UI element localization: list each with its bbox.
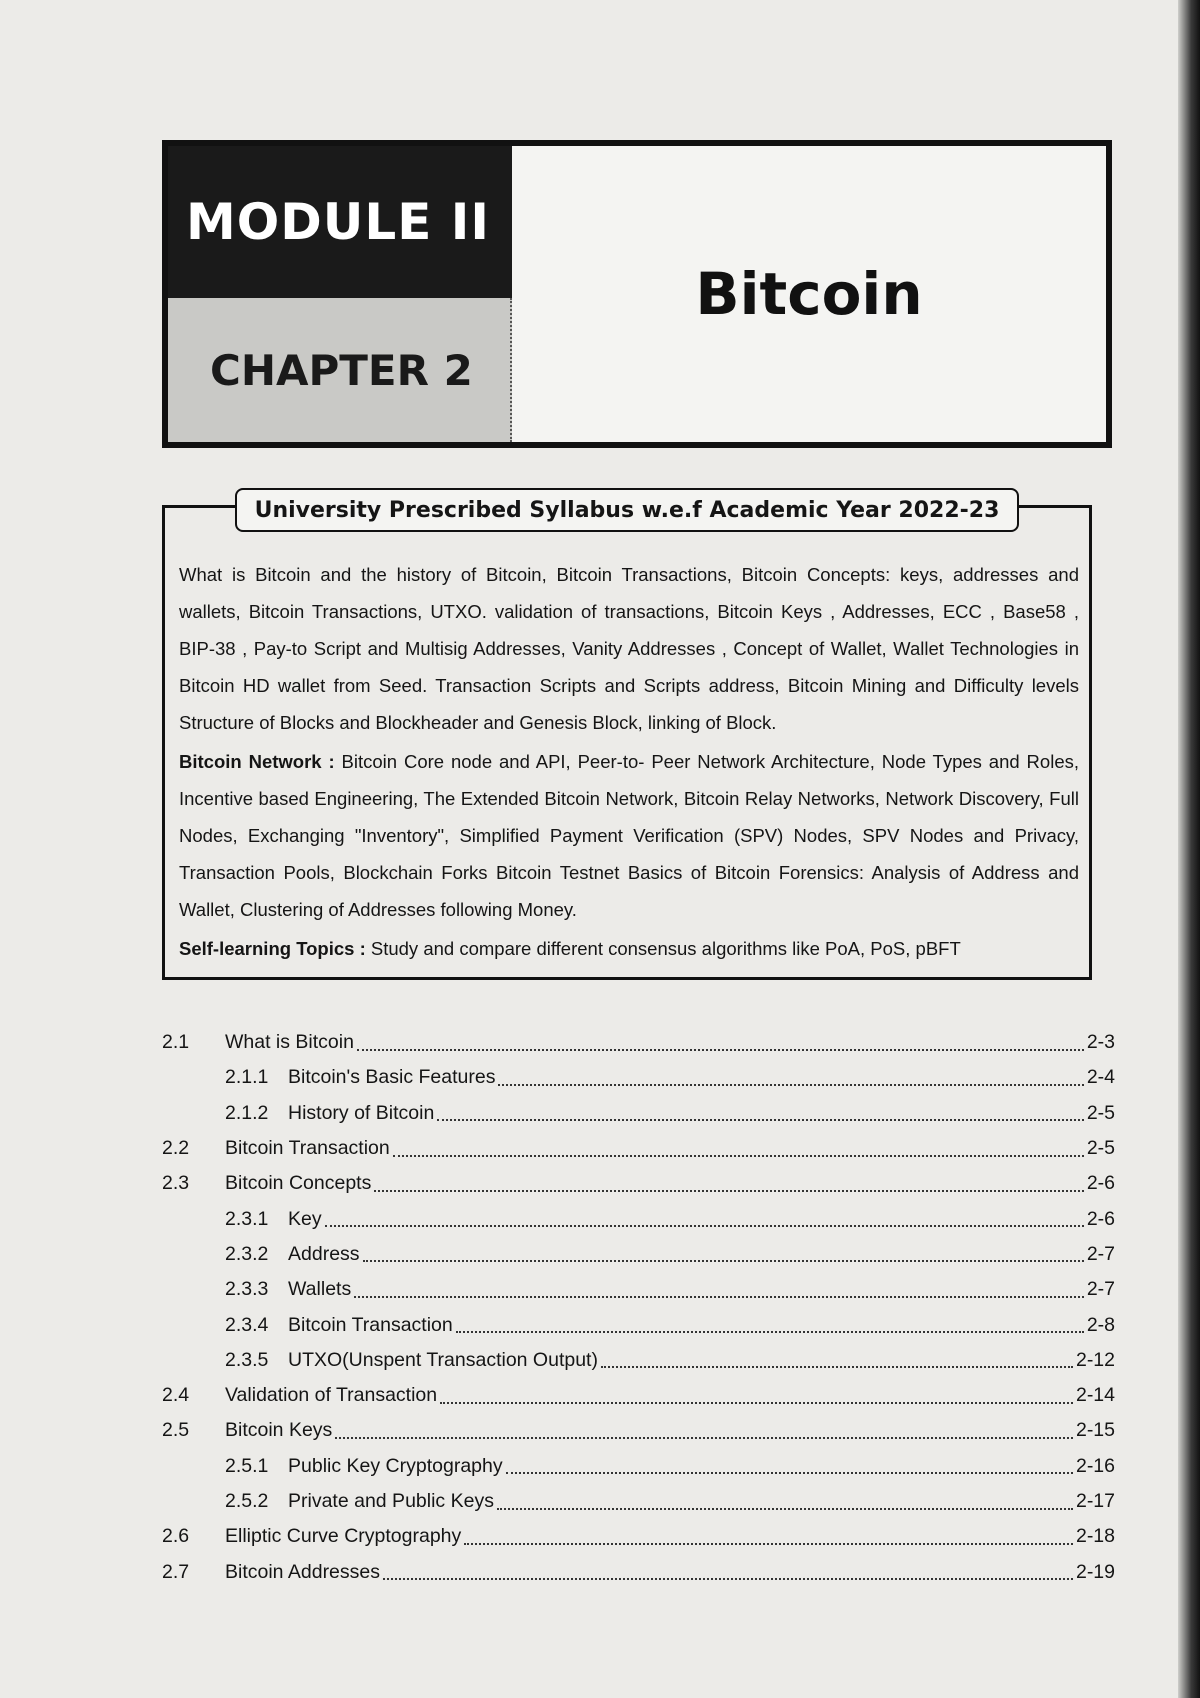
toc-title: Wallets [288,1278,352,1301]
toc-leader [440,1388,1073,1404]
toc-number: 2.1.1 [225,1066,269,1089]
toc-entry[interactable] [162,1413,1115,1448]
syllabus-box [162,497,1092,980]
toc-page: 2-19 [1075,1560,1115,1583]
toc-entry[interactable] [162,1201,1115,1236]
toc-number: 2.3.5 [225,1348,269,1371]
toc-page: 2-3 [1086,1031,1115,1054]
chapter-header [162,140,1112,448]
toc-entry[interactable] [162,1484,1115,1519]
toc-title: Public Key Cryptography [288,1454,503,1477]
toc-page: 2-14 [1075,1384,1115,1407]
toc-leader [325,1211,1084,1227]
toc-page: 2-5 [1086,1101,1115,1124]
toc-page: 2-6 [1086,1172,1115,1195]
toc-page: 2-4 [1086,1066,1115,1089]
toc-title: Bitcoin Addresses [225,1560,381,1583]
toc-number: 2.5.1 [225,1454,269,1477]
toc-page: 2-6 [1086,1207,1115,1230]
toc-title: Bitcoin's Basic Features [288,1066,496,1089]
syllabus-paragraph [179,743,1079,928]
toc-title: Address [288,1242,360,1265]
toc-leader [363,1246,1084,1262]
toc-number: 2.3.2 [225,1242,269,1265]
toc-page: 2-18 [1075,1525,1115,1548]
toc-number: 2.5.2 [225,1490,269,1512]
toc-title: Elliptic Curve Cryptography [225,1525,462,1548]
chapter-title: Bitcoin [695,260,923,328]
toc-number: 2.3.4 [225,1313,269,1336]
toc-entry[interactable] [162,1554,1115,1589]
toc-entry[interactable] [162,1343,1115,1378]
toc-leader [601,1352,1073,1368]
toc-leader [357,1035,1084,1051]
toc-page: 2-12 [1075,1348,1115,1371]
toc-leader [354,1282,1084,1298]
toc-number: 2.3 [162,1172,190,1195]
toc-entry[interactable] [162,1449,1115,1484]
toc-entry[interactable] [162,1519,1115,1554]
syllabus-paragraph [179,930,1079,967]
toc-number: 2.3.1 [225,1207,269,1230]
syllabus-paragraph: What is Bitcoin and the history of Bitcoin, Bitcoin Transactions, Bitcoin Concepts: keys, addresses and wallets, Bitcoin Transactions, UTXO. validation of transactions, Bitcoin Keys , Addresses, ECC , Base58 , BIP-38 , Pay-to Script and Multisig Addresses, Vanity Addresses , Concept of Wallet, Wallet Technologies in Bitcoin HD wallet from Seed. Transaction Scripts and Scripts address, Bitcoin Mining and Difficulty levels Structure of Blocks and Blockheader and Genesis Block, linking of Block. [179,564,1079,733]
toc-leader [437,1105,1084,1121]
toc-leader [393,1141,1084,1157]
toc-title: What is Bitcoin [225,1031,354,1054]
toc-number: 2.2 [162,1137,190,1160]
toc-entry[interactable] [162,1060,1115,1095]
toc-title: UTXO(Unspent Transaction Output) [288,1348,598,1371]
toc-page: 2-15 [1075,1419,1115,1442]
toc-number: 2.6 [162,1525,190,1548]
syllabus-text: Study and compare different consensus algorithms like PoA, PoS, pBFT [365,938,961,959]
toc-entry[interactable] [162,1166,1115,1201]
toc-leader [374,1176,1083,1192]
toc-page: 2-7 [1086,1278,1115,1301]
toc-entry[interactable] [162,1378,1115,1413]
table-of-contents [162,1025,1115,1590]
toc-leader [497,1494,1073,1510]
toc-entry[interactable] [162,1131,1115,1166]
syllabus-heading: University Prescribed Syllabus w.e.f Academic Year 2022-23 [235,488,1019,532]
chapter-label: CHAPTER 2 [168,298,512,442]
toc-title: Bitcoin Transaction [225,1137,390,1160]
toc-leader [383,1564,1073,1580]
toc-title: Bitcoin Keys [225,1419,333,1442]
syllabus-text: Bitcoin Core node and API, Peer-to- Peer Network Architecture, Node Types and Roles, Incentive based Engineering, The Extended Bitcoin Network, Bitcoin Relay Networks, Network Discovery, Full Nodes, Exchanging "Inventory", Simplified Payment Verification (SPV) Nodes, SPV Nodes and Privacy, Transaction Pools, Blockchain Forks Bitcoin Testnet Basics of Bitcoin Forensics: Analysis of Address and Wallet, Clustering of Addresses following Money. [179,751,1079,920]
toc-leader [456,1317,1084,1333]
toc-page: 2-8 [1086,1313,1115,1336]
toc-page: 2-7 [1086,1242,1115,1265]
syllabus-label: Bitcoin Network : [179,751,335,772]
toc-title: History of Bitcoin [288,1101,435,1124]
toc-number: 2.4 [162,1384,190,1407]
toc-number: 2.3.3 [225,1278,269,1301]
toc-title: Key [288,1207,322,1230]
toc-entry[interactable] [162,1307,1115,1342]
toc-title: Validation of Transaction [225,1384,438,1407]
toc-entry[interactable] [162,1272,1115,1307]
syllabus-body [179,556,1079,969]
toc-page: 2-17 [1075,1490,1115,1512]
toc-leader [464,1529,1073,1545]
toc-entry[interactable] [162,1237,1115,1272]
toc-number: 2.5 [162,1419,190,1442]
toc-leader [335,1423,1073,1439]
syllabus-label: Self-learning Topics : [179,938,366,959]
toc-title: Bitcoin Transaction [288,1313,453,1336]
toc-page: 2-5 [1086,1137,1115,1160]
toc-number: 2.7 [162,1560,190,1583]
toc-leader [498,1070,1083,1086]
toc-page: 2-16 [1075,1454,1115,1477]
toc-entry[interactable] [162,1025,1115,1060]
toc-number: 2.1 [162,1031,190,1054]
toc-entry[interactable] [162,1096,1115,1131]
toc-leader [506,1458,1073,1474]
toc-title: Bitcoin Concepts [225,1172,372,1195]
toc-number: 2.1.2 [225,1101,269,1124]
module-label: MODULE II [168,146,512,298]
toc-title: Private and Public Keys [288,1490,494,1512]
page-edge-shadow [1178,0,1200,1698]
